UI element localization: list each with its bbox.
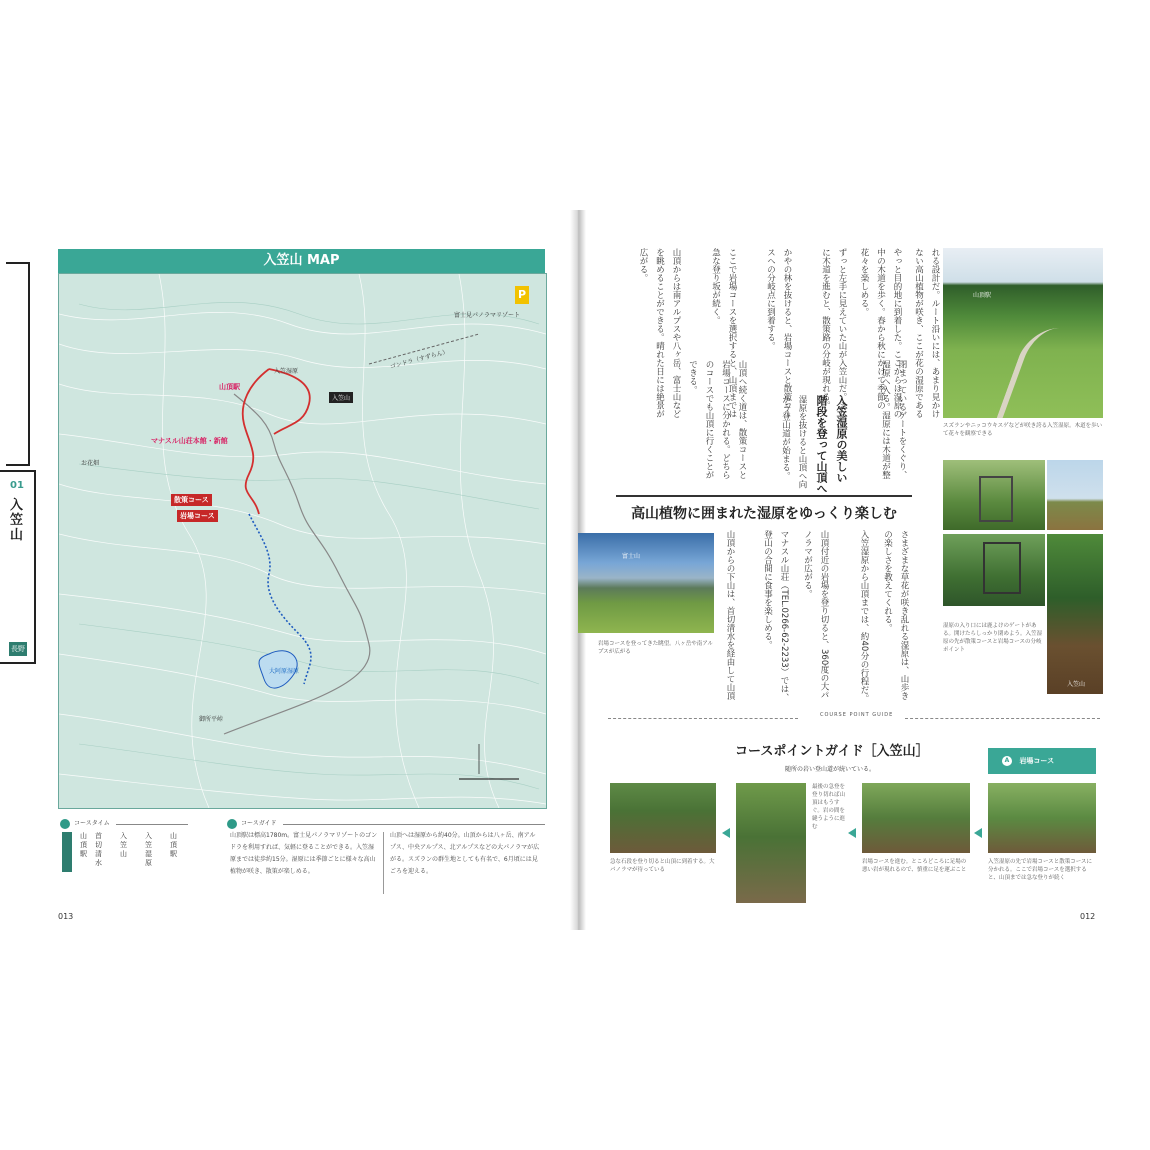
photo-gate bbox=[943, 460, 1045, 530]
cpg-arrow-2 bbox=[848, 828, 856, 838]
map-label-hanabatake: お花畑 bbox=[81, 460, 100, 467]
course-time-tag bbox=[58, 818, 116, 830]
photo-wetland bbox=[943, 248, 1103, 418]
text-col-4: かやの林を抜けると、岩場コースと散策コースへの分岐点に到着する。 bbox=[765, 248, 792, 418]
page-number-right: 012 bbox=[1080, 912, 1096, 921]
photo-forest-path bbox=[1047, 534, 1103, 694]
map-label-course-rock: 岩場コース bbox=[177, 510, 218, 522]
course-time-label: コースタイム bbox=[74, 820, 110, 827]
cpg-photo-2 bbox=[862, 783, 970, 853]
cpg-photo-4 bbox=[610, 783, 716, 853]
course-time-start-badge bbox=[62, 832, 72, 872]
guide-text-1: 山頂駅は標高1780m。富士見パノラマリゾートのゴンドラを利用すれば、気軽に登ることができる。入笠湿原までは徒歩約15分。湿原には季節ごとに様々な高山植物が咲き、散策が楽しめる。 bbox=[230, 832, 378, 875]
photo-label-fuji: 富士山 bbox=[622, 553, 641, 560]
side-tab-bracket bbox=[6, 262, 30, 466]
section-headline: 高山植物に囲まれた湿原をゆっくり楽しむ bbox=[616, 495, 912, 523]
course-badge-label: 岩場コース bbox=[1019, 757, 1055, 765]
course-guide-label: コースガイド bbox=[241, 820, 277, 827]
course-guide-tag bbox=[225, 818, 283, 830]
cpg-photo-1 bbox=[988, 783, 1096, 853]
photo-gate-caption: 湿原の入り口には鹿よけのゲートがある。開けたらしっかり閉めよう。入笠湿原の先が散策コースと岩場コースの分岐ポイント bbox=[943, 623, 1043, 653]
cpg-en-title: COURSE POINT GUIDE bbox=[820, 712, 894, 718]
text-col-14: 山頂からの下山は、首切清水を経由して山頂 bbox=[725, 530, 735, 700]
map-title: 入笠山 MAP bbox=[58, 249, 545, 273]
guide-text-2: 山頂へは湿原から約40分。山頂からは八ヶ岳、南アルプス、中央アルプス、北アルプスなどの大パノラマが広がる。スズランの群生地としても有名で、6月頃には見ごろを迎える。 bbox=[390, 832, 540, 875]
text-col-3: ずっと左手に見えていた山が入笠山だ。さらに木道を進むと、散策路の分岐が現れる。 bbox=[820, 248, 847, 418]
side-tab-number: 01 bbox=[10, 480, 24, 491]
sub-head-2: 階段を登って山頂へ bbox=[815, 395, 828, 494]
page-number-left: 013 bbox=[58, 912, 74, 921]
cpg-caption-1: 入笠湿原の先で岩場コースと散策コースに分かれる。ここで岩場コースを選択すると、山頂までは急な登りが続く bbox=[988, 859, 1092, 881]
course-badge-number: A bbox=[1002, 756, 1012, 766]
photo-mountain-view bbox=[578, 533, 714, 633]
side-tab-badge: 長野 bbox=[9, 642, 27, 656]
map-label-manasuru: マナスル山荘本館・新館 bbox=[151, 437, 228, 445]
photo-mountain-caption: 岩場コースを登ってきた眺望。八ヶ岳や南アルプスが広がる bbox=[598, 641, 714, 655]
map-label-shitsugen: 入笠湿原 bbox=[274, 368, 299, 375]
text-col-11: 入笠湿原から山頂までは、約40分の行程だ。 bbox=[859, 530, 869, 703]
side-tab-frame bbox=[0, 470, 36, 664]
photo-boardwalk bbox=[997, 328, 1076, 418]
cpg-rule-left bbox=[608, 718, 798, 720]
photo-gate-frame bbox=[979, 476, 1013, 522]
photo-label-sanchoeki: 山頂駅 bbox=[973, 292, 992, 299]
course-step-4: 首切清水 bbox=[95, 832, 102, 867]
map-topography bbox=[59, 274, 546, 808]
map-label-ozumi: 大阿原湿原 bbox=[269, 668, 300, 675]
text-col-8: 湿原を抜けると山頂へ向かう登山道が始まる。 bbox=[780, 395, 807, 489]
cpg-subtitle: 随所の岩い登山道が続いている。 bbox=[785, 766, 876, 773]
course-step-3: 入笠山 bbox=[120, 832, 127, 858]
cpg-photo-3 bbox=[736, 783, 806, 903]
map-panel bbox=[58, 273, 547, 809]
photo-gate-2-frame bbox=[983, 542, 1021, 594]
map-label-bridge: 御所平峠 bbox=[199, 716, 224, 723]
cpg-caption-3: 最後の急登を登り切れば山頂はもうすぐ。岩の間を縫うように進む bbox=[812, 784, 846, 830]
course-badge bbox=[988, 748, 1096, 774]
text-col-7: 閉まっているゲートをくぐり、湿原へ入る。湿原には木道が整 bbox=[880, 360, 907, 479]
course-step-1: 山頂駅 bbox=[170, 832, 177, 858]
cpg-title: コースポイントガイド［入笠山］ bbox=[735, 744, 929, 759]
photo-wetland-caption: スズランやニッコウキスゲなどが咲き誇る入笠湿原。木道を歩いて花々を観察できる bbox=[943, 423, 1103, 437]
photo-summit bbox=[1047, 460, 1103, 530]
text-col-5: ここで岩場コースを選択すると、山頂までは急な登り坂が続く。 bbox=[710, 248, 737, 418]
photo-label-nyukasa: 入笠山 bbox=[1067, 681, 1086, 688]
parking-icon: P bbox=[515, 286, 529, 304]
text-col-6: 山頂からは南アルプスや八ヶ岳、富士山などを眺めることができる。晴れた日には絶景が広がる。 bbox=[638, 248, 681, 418]
text-col-13: マナスル山荘（TEL.0266-62-2233）では、登山の合間に食事を楽しめる。 bbox=[762, 530, 789, 702]
cpg-caption-4: 急な石段を登り切ると山頂に到着する。大パノラマが待っている bbox=[610, 859, 715, 873]
text-col-12: 山頂付近の岩場を登り切ると、360度の大パノラマが広がる。 bbox=[802, 530, 829, 700]
text-col-10: さまざまな草花が咲き乱れる湿原は、山歩きの楽しさを教えてくれる。 bbox=[882, 530, 909, 700]
sub-head-1: 入笠湿原の美しい bbox=[835, 395, 848, 483]
text-col-2: やっと目的地に到着した。ここからは湿原の中の木道を歩く。春から秋にかけて季節の花々を楽しめる。 bbox=[859, 248, 902, 418]
map-label-nyukasa: 入笠山 bbox=[329, 392, 353, 403]
map-label-resort: 富士見パノラマリゾート bbox=[454, 312, 521, 319]
pin-icon bbox=[227, 819, 237, 829]
photo-gate-2 bbox=[943, 534, 1045, 606]
map-label-sanchoeki: 山頂駅 bbox=[219, 383, 240, 391]
map-label-gondola: ゴンドラ（すずらん） bbox=[389, 348, 450, 371]
cpg-caption-2: 岩場コースを進む。ところどころに足場の悪い岩が現れるので、慎重に足を運ぶこと bbox=[862, 859, 967, 873]
text-col-9: 山頂へ続く道は、散策コースと岩場コースに分かれる。どちらのコースでも山頂に行くことができる。 bbox=[687, 360, 747, 479]
map-label-course-hiking: 散策コース bbox=[171, 494, 212, 506]
side-tab-name: 入笠山 bbox=[10, 498, 24, 543]
cpg-arrow-3 bbox=[722, 828, 730, 838]
cpg-arrow-1 bbox=[974, 828, 982, 838]
clock-icon bbox=[60, 819, 70, 829]
cpg-rule-right bbox=[905, 718, 1100, 720]
course-step-5: 山頂駅 bbox=[80, 832, 87, 858]
course-step-2: 入笠湿原 bbox=[145, 832, 152, 867]
text-col-1: れる設計だ。ルート沿いには、あまり見かけない高山植物が咲き、ここが花の湿原である bbox=[913, 248, 940, 418]
guide-divider bbox=[383, 832, 384, 894]
